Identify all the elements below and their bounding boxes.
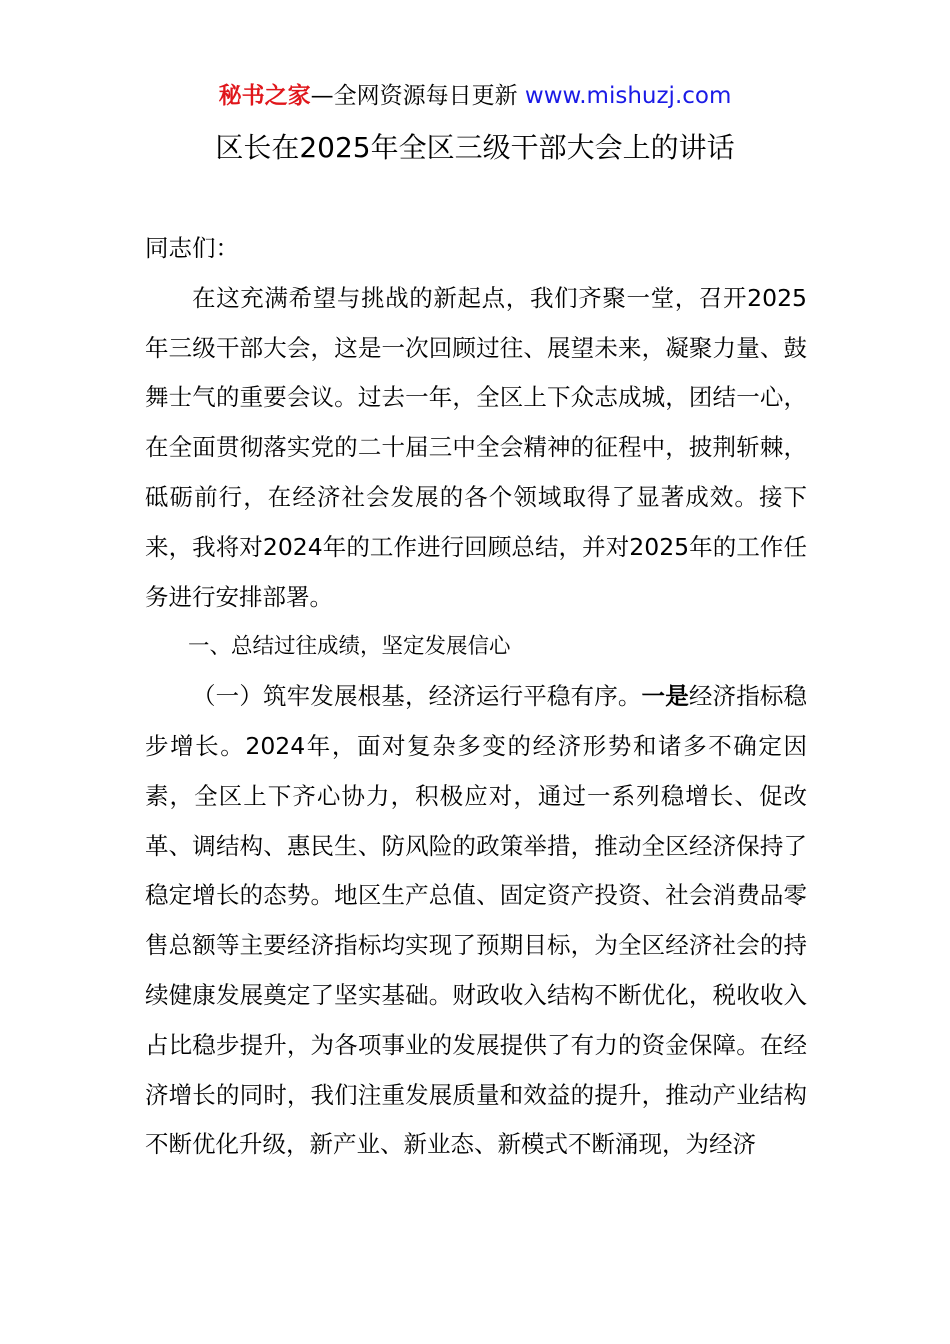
subsection-body: 经济指标稳步增长。2024年，面对复杂多变的经济形势和诸多不确定因素，全区上下齐心协力，积极应对，通过一系列稳增长、促改革、调结构、惠民生、防风险的政策举措，推动全区经济保持了稳定增长的态势。地区生产总值、固定资产投资、社会消费品零售总额等主要经济指标均实现了预期目标，为全区经济社会的持续健康发展奠定了坚实基础。财政收入结构不断优化，税收收入占比稳步提升，为各项事业的发展提供了有力的资金保障。在经济增长的同时，我们注重发展质量和效益的提升，推动产业结构不断优化升级，新产业、新业态、新模式不断涌现，为经济 (145, 682, 808, 1159)
paragraph-subsection-1 (145, 672, 807, 1170)
site-brand: 秘书之家 (218, 83, 311, 109)
salutation: 同志们： (145, 234, 239, 262)
site-slogan: —全网资源每日更新 (310, 83, 525, 109)
paragraph-intro: 在这充满希望与挑战的新起点，我们齐聚一堂，召开2025年三级干部大会，这是一次回顾过往、展望未来，凝聚力量、鼓舞士气的重要会议。过去一年，全区上下众志成城，团结一心，在全面贯彻落实党的二十届三中全会精神的征程中，披荆斩棘，砥砺前行，在经济社会发展的各个领域取得了显著成效。接下来，我将对2024年的工作进行回顾总结，并对2025年的工作任务进行安排部署。 (145, 283, 807, 611)
site-header (0, 80, 950, 112)
section-heading-1: 一、总结过往成绩，坚定发展信心 (188, 634, 511, 660)
site-url-link[interactable]: www.mishuzj.com (524, 83, 732, 109)
document-body (145, 224, 807, 1170)
bold-marker: 一是 (641, 682, 689, 711)
subsection-heading: （一）筑牢发展根基，经济运行平稳有序。 (192, 682, 642, 711)
document-title: 区长在2025年全区三级干部大会上的讲话 (215, 131, 735, 164)
